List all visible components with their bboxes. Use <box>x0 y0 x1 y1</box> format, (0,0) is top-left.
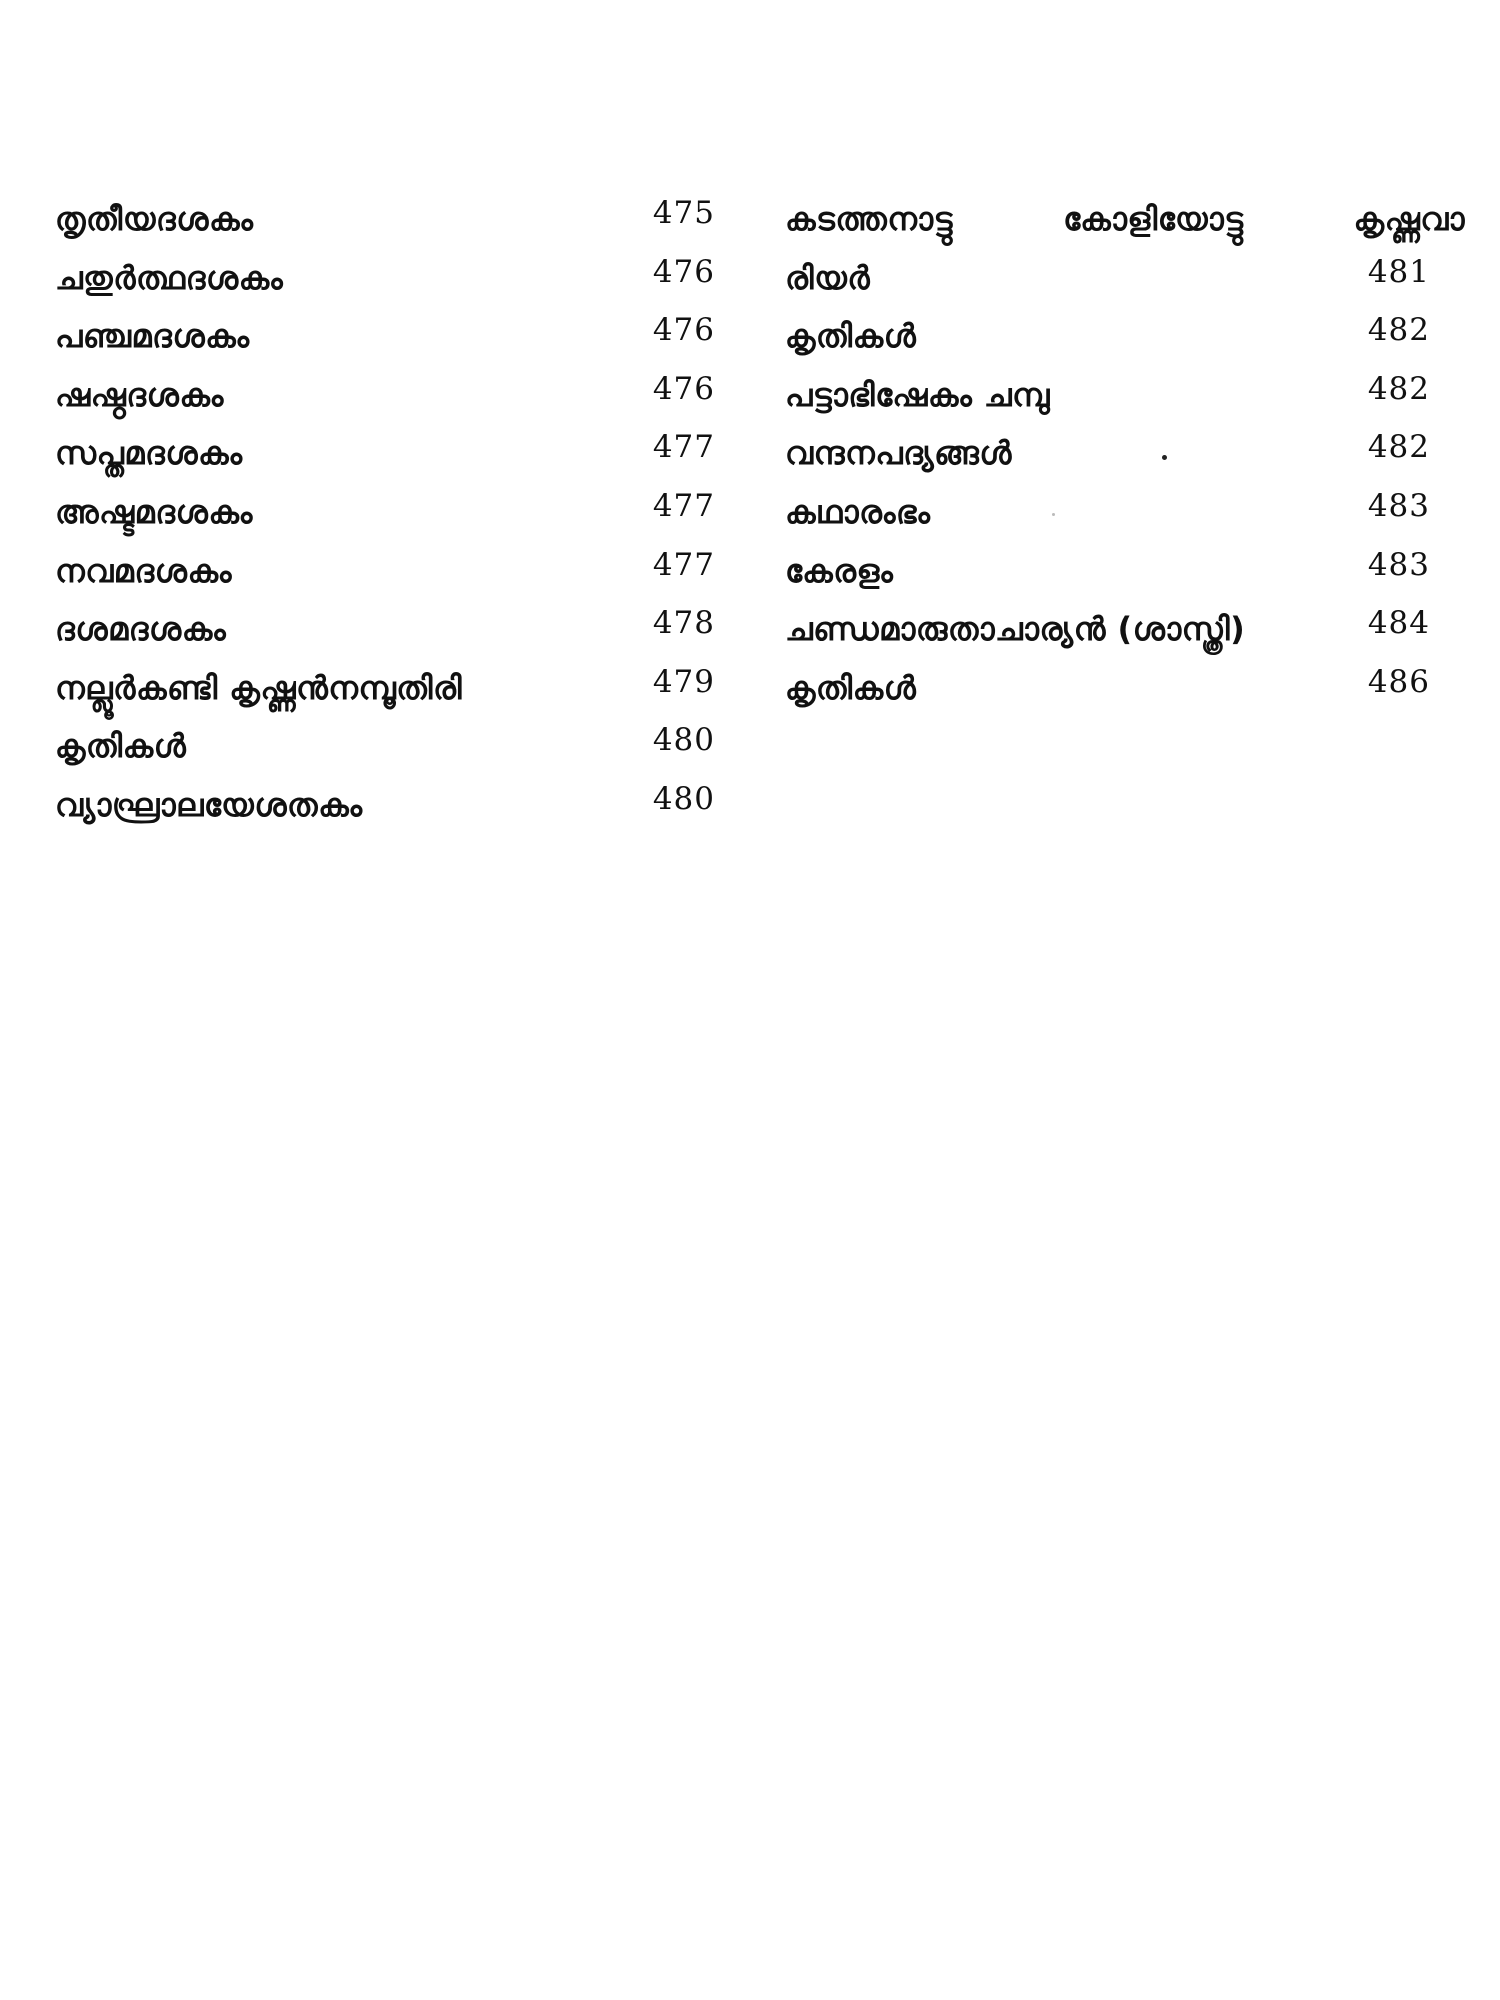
toc-entry-title: പട്ടാഭിഷേകം ചമ്പു <box>785 375 1050 414</box>
toc-entry <box>785 307 1445 366</box>
toc-entry-title: കൃതികൾ <box>785 317 917 356</box>
toc-entry <box>55 600 715 659</box>
toc-entry <box>785 483 1445 542</box>
toc-entry-page: 477 <box>652 546 715 583</box>
stray-print-mark <box>1052 513 1055 516</box>
toc-entry <box>785 366 1445 425</box>
toc-entry-title: ചണ്ഡമാരുതാചാര്യൻ (ശാസ്ത്രി) <box>785 610 1246 649</box>
toc-entry <box>55 659 715 718</box>
toc-entry <box>785 424 1445 483</box>
toc-entry-page: 482 <box>1367 370 1430 407</box>
toc-entry-title: തൃതീയദശകം <box>55 200 254 238</box>
toc-entry-title: കേരളം <box>785 551 894 590</box>
toc-entry-page: 476 <box>652 253 715 290</box>
toc-entry-page: 478 <box>652 605 715 642</box>
toc-left-column <box>55 190 715 835</box>
toc-entry-title: വന്ദനപദ്യങ്ങൾ <box>785 434 1012 473</box>
toc-entry-continued <box>785 190 1465 249</box>
toc-entry-title: ഷഷ്ഠദശകം <box>55 375 224 414</box>
toc-entry-page: 486 <box>1367 663 1430 700</box>
toc-entry-page: 477 <box>652 429 715 466</box>
toc-entry-page: 482 <box>1367 429 1430 466</box>
toc-title-word: കൃഷ്ണവാ <box>1353 200 1465 238</box>
toc-entry-page: 482 <box>1367 312 1430 349</box>
toc-entry-title: കഥാരംഭം <box>785 492 931 531</box>
toc-title-word: കോളിയോട്ടു <box>1063 200 1244 238</box>
toc-entry-page: 475 <box>652 195 715 231</box>
toc-entry <box>785 659 1445 718</box>
toc-entry-page: 480 <box>652 780 715 817</box>
toc-entry-page: 483 <box>1367 546 1430 583</box>
toc-entry-page: 476 <box>652 312 715 349</box>
toc-entry <box>55 249 715 308</box>
toc-entry <box>55 190 715 249</box>
toc-entry-title: അഷ്ടമദശകം <box>55 492 253 531</box>
toc-entry-page: 477 <box>652 487 715 524</box>
toc-entry <box>55 424 715 483</box>
toc-entry <box>55 542 715 601</box>
toc-entry <box>785 600 1445 659</box>
toc-entry-title: രിയർ <box>785 258 871 297</box>
toc-entry-title: നല്ലൂർകണ്ടി കൃഷ്ണൻനമ്പൂതിരി <box>55 668 463 707</box>
toc-entry-page: 476 <box>652 370 715 407</box>
toc-entry-page: 479 <box>652 663 715 700</box>
toc-title-word: കടത്തനാട്ടു <box>785 200 953 238</box>
toc-entry <box>55 483 715 542</box>
toc-entry-title <box>785 190 1465 249</box>
toc-entry-title: നവമദശകം <box>55 551 232 590</box>
toc-entry <box>55 776 715 835</box>
toc-entry <box>55 307 715 366</box>
toc-entry-title: കൃതികൾ <box>55 727 187 766</box>
toc-entry-title: ചതുർത്ഥദശകം <box>55 258 284 297</box>
toc-entry <box>55 717 715 776</box>
toc-entry-title: പഞ്ചമദശകം <box>55 317 250 356</box>
toc-entry-title: കൃതികൾ <box>785 668 917 707</box>
toc-entry-page: 480 <box>652 722 715 759</box>
toc-entry <box>785 542 1445 601</box>
toc-entry-page: 483 <box>1367 487 1430 524</box>
toc-entry-title: സപ്തമദശകം <box>55 434 243 473</box>
toc-entry-page: 484 <box>1367 605 1430 642</box>
toc-entry-page: 481 <box>1367 253 1430 290</box>
toc-entry-title: ദശമദശകം <box>55 610 227 649</box>
toc-entry <box>55 366 715 425</box>
toc-entry-title: വ്യാഘ്രാലയേശതകം <box>55 785 363 824</box>
stray-print-mark <box>1162 455 1167 460</box>
toc-right-column <box>785 190 1465 717</box>
toc-entry <box>785 249 1445 308</box>
